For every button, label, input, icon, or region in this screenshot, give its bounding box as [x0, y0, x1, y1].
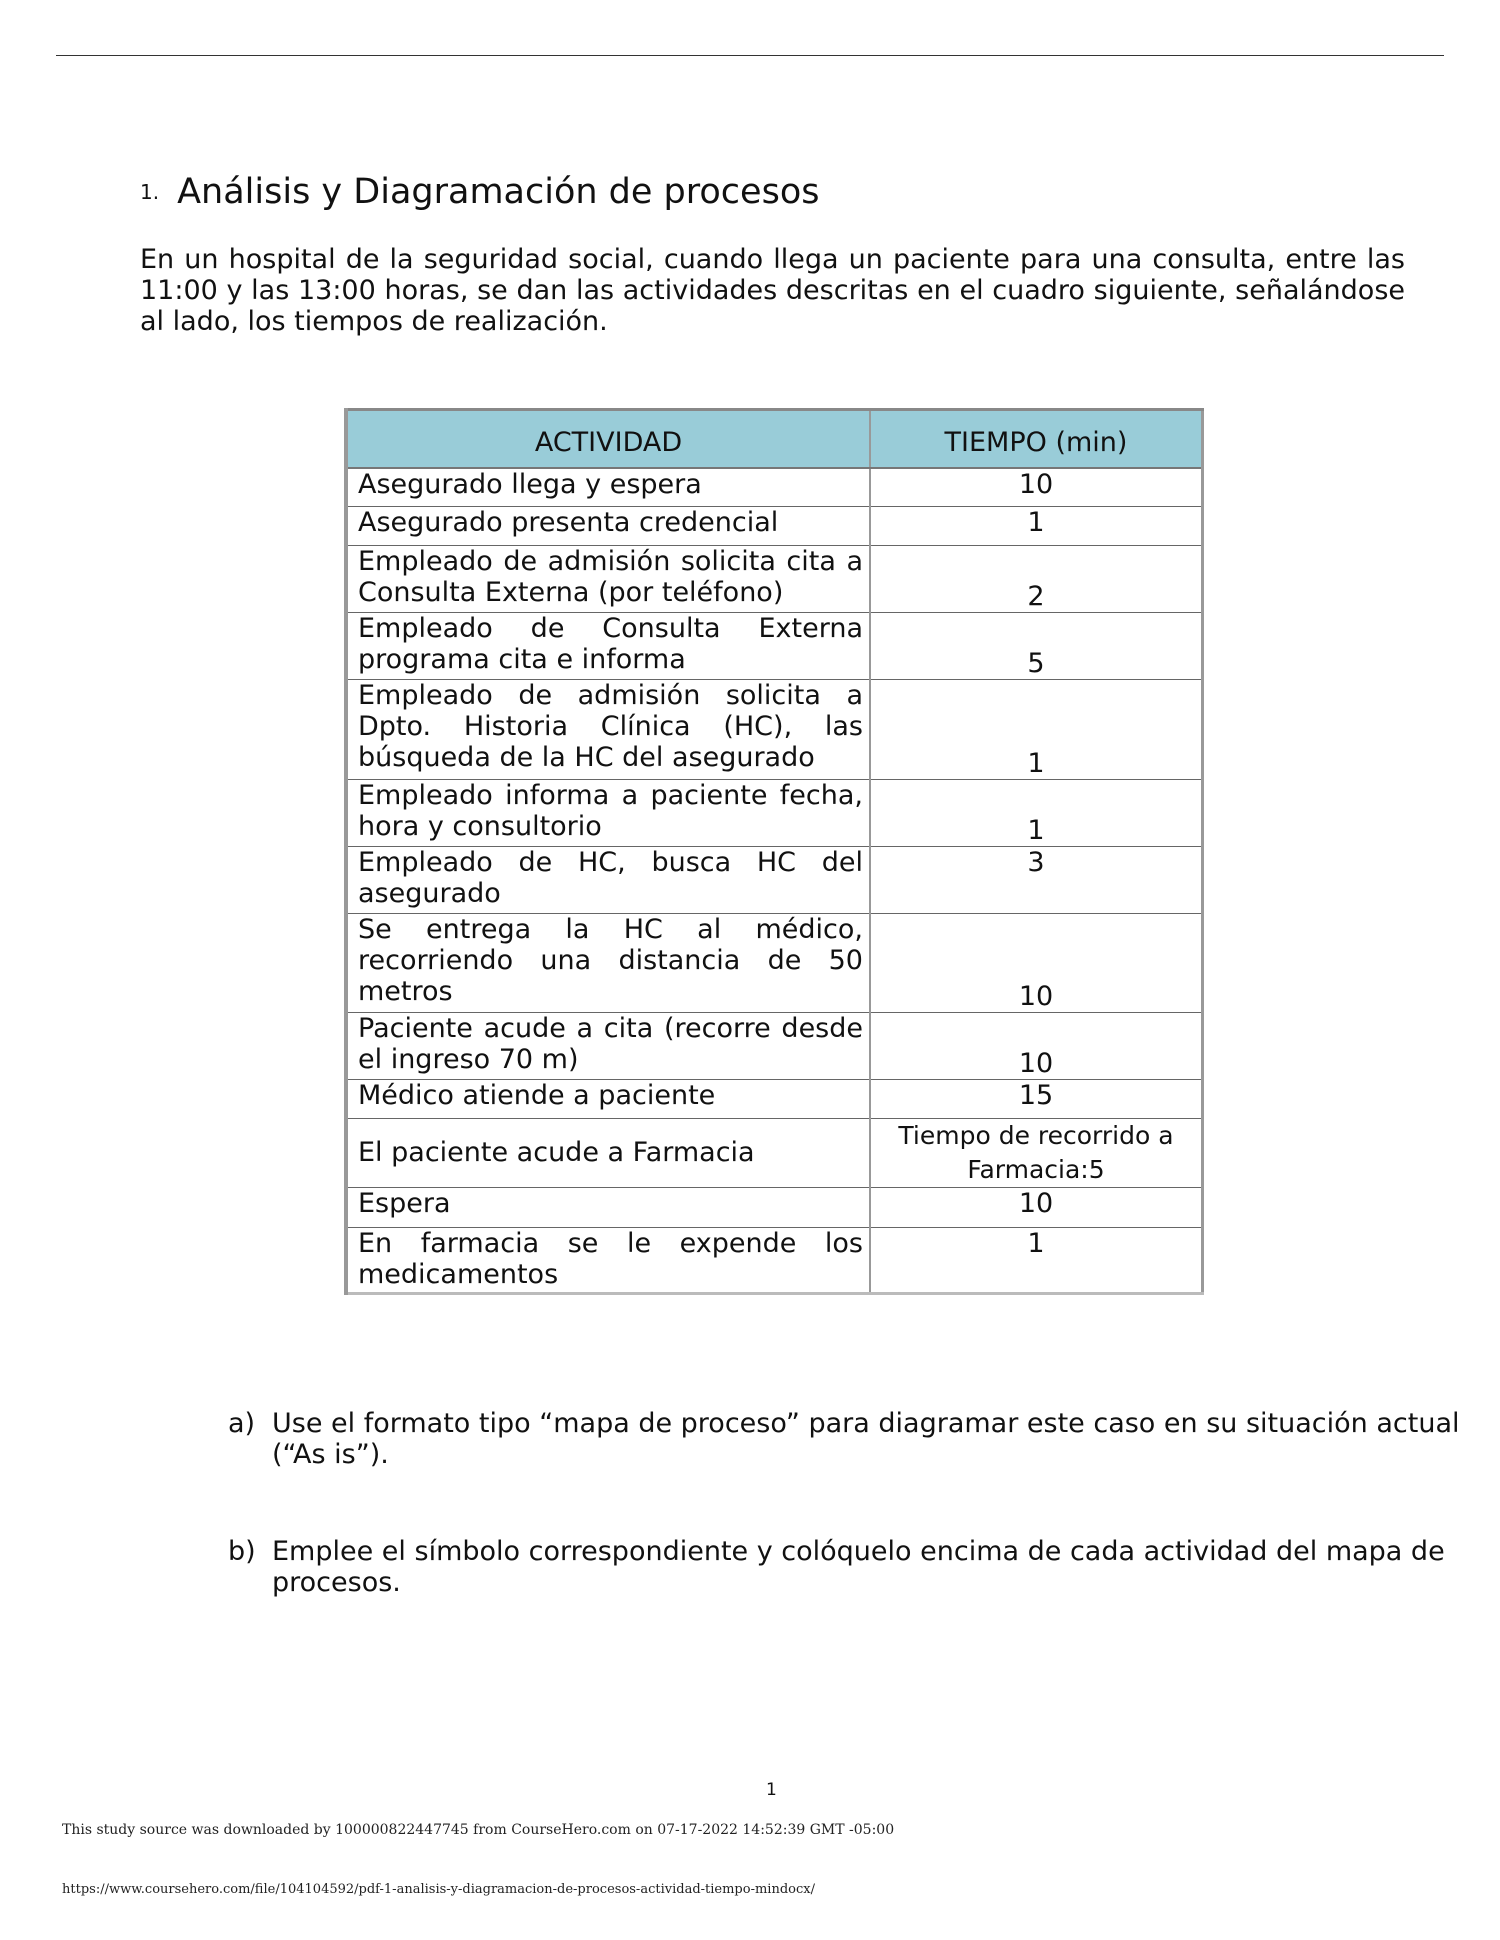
activity-cell: Asegurado llega y espera — [346, 468, 870, 506]
download-note: This study source was downloaded by 100000822447745 from CourseHero.com on 07-17-2022 14:52:39 GMT -05:00 — [62, 1822, 895, 1838]
question-text: Emplee el símbolo correspondiente y colóquelo encima de cada actividad del mapa de procesos. — [272, 1536, 1445, 1598]
time-cell: Tiempo de recorrido a Farmacia:5 — [870, 1118, 1203, 1187]
activity-cell: Paciente acude a cita (recorre desde el ingreso 70 m) — [346, 1012, 870, 1079]
table-row — [346, 779, 1203, 846]
time-cell: 1 — [870, 506, 1203, 545]
intro-paragraph: En un hospital de la seguridad social, cuando llega un paciente para una consulta, entre las 11:00 y las 13:00 horas, se dan las actividades descritas en el cuadro siguiente, señalándose al lado, los tiempos de realización. — [140, 244, 1405, 337]
source-url[interactable]: https://www.coursehero.com/file/104104592/pdf-1-analisis-y-diagramacion-de-procesos-actividad-tiempo-mindocx/ — [62, 1882, 815, 1897]
activity-cell: Empleado de admisión solicita a Dpto. Historia Clínica (HC), las búsqueda de la HC del asegurado — [346, 679, 870, 779]
section-number: 1. — [140, 180, 160, 204]
question-a — [228, 1408, 1462, 1470]
time-cell: 3 — [870, 846, 1203, 913]
time-cell: 10 — [870, 913, 1203, 1012]
header-time: TIEMPO (min) — [870, 410, 1203, 469]
question-label: a) — [228, 1408, 256, 1439]
table-header-row — [346, 410, 1203, 469]
top-rule — [56, 55, 1444, 56]
question-label: b) — [228, 1536, 256, 1567]
activity-cell: Se entrega la HC al médico, recorriendo una distancia de 50 metros — [346, 913, 870, 1012]
activity-cell: Empleado de Consulta Externa programa cita e informa — [346, 612, 870, 679]
time-cell: 1 — [870, 779, 1203, 846]
time-cell: 1 — [870, 1227, 1203, 1293]
table-row — [346, 506, 1203, 545]
table-row — [346, 1079, 1203, 1118]
section-heading — [140, 172, 819, 212]
page-number: 1 — [766, 1780, 777, 1800]
time-cell: 15 — [870, 1079, 1203, 1118]
time-cell: 2 — [870, 545, 1203, 612]
table-row — [346, 1012, 1203, 1079]
activity-cell: El paciente acude a Farmacia — [346, 1118, 870, 1187]
activity-cell: Asegurado presenta credencial — [346, 506, 870, 545]
table-row — [346, 1187, 1203, 1227]
table-row — [346, 545, 1203, 612]
table-row — [346, 612, 1203, 679]
table-row — [346, 913, 1203, 1012]
activity-cell: Empleado de HC, busca HC del asegurado — [346, 846, 870, 913]
table-row — [346, 468, 1203, 506]
table-row — [346, 1227, 1203, 1293]
time-cell: 5 — [870, 612, 1203, 679]
time-cell: 10 — [870, 1187, 1203, 1227]
table-row — [346, 846, 1203, 913]
question-text: Use el formato tipo “mapa de proceso” para diagramar este caso en su situación actual (“As is”). — [272, 1408, 1460, 1470]
activity-cell: En farmacia se le expende los medicamentos — [346, 1227, 870, 1293]
section-title: Análisis y Diagramación de procesos — [177, 172, 820, 212]
time-cell: 1 — [870, 679, 1203, 779]
activity-cell: Espera — [346, 1187, 870, 1227]
table-row — [346, 1118, 1203, 1187]
activity-cell: Empleado de admisión solicita cita a Consulta Externa (por teléfono) — [346, 545, 870, 612]
time-cell: 10 — [870, 1012, 1203, 1079]
activity-cell: Médico atiende a paciente — [346, 1079, 870, 1118]
activities-table — [344, 408, 1204, 1295]
table-row — [346, 679, 1203, 779]
header-activity: ACTIVIDAD — [346, 410, 870, 469]
activity-cell: Empleado informa a paciente fecha, hora y consultorio — [346, 779, 870, 846]
time-cell: 10 — [870, 468, 1203, 506]
question-b — [228, 1536, 1462, 1598]
